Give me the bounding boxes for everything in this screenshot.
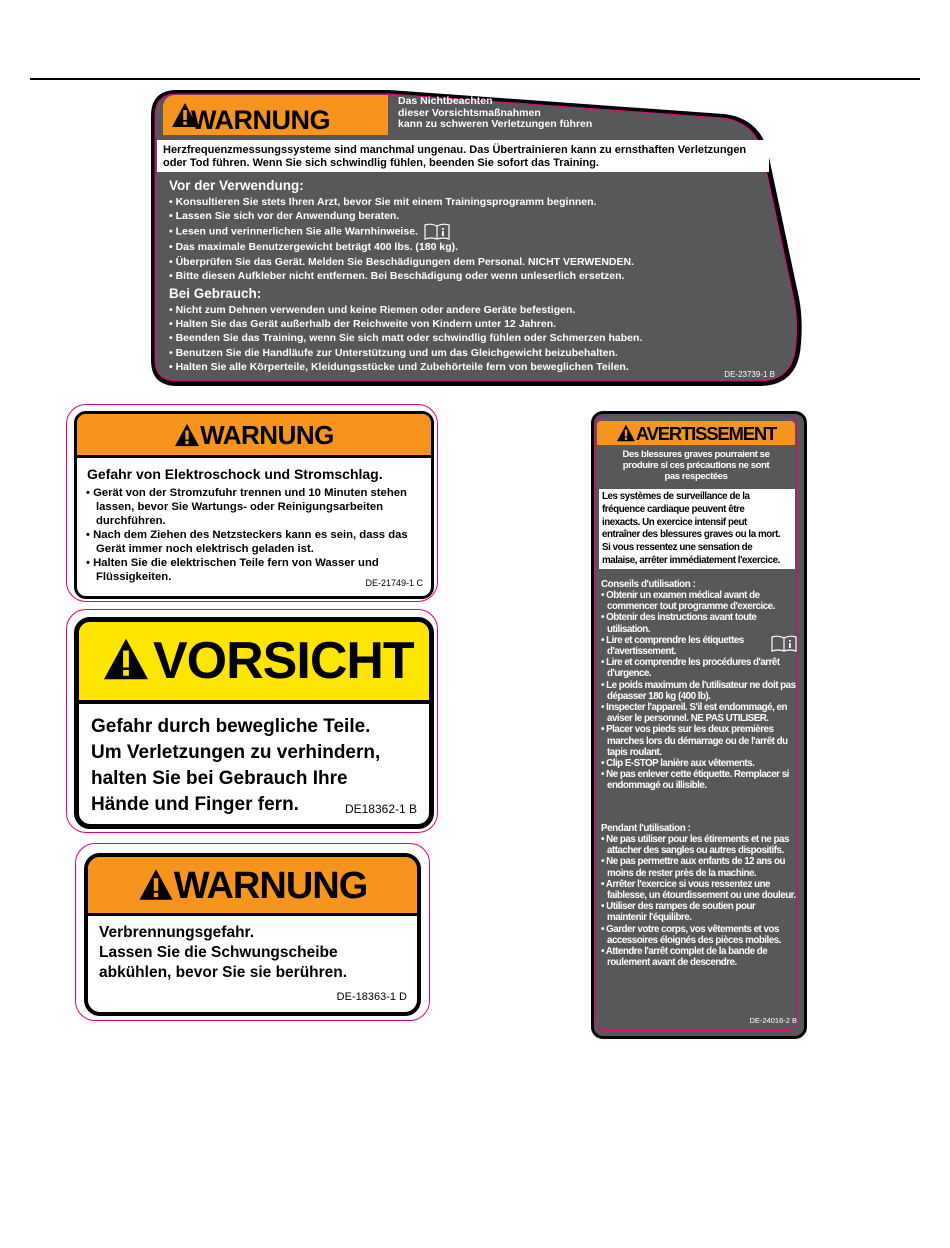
hazard-statement-box: [599, 489, 795, 569]
warning-header: [163, 95, 388, 135]
warning-title: WARNUNG: [200, 420, 334, 450]
label-frame: [74, 411, 434, 599]
label-code: DE-23739-1 B: [724, 370, 775, 379]
hazard-statement-box: [157, 140, 769, 172]
label-frame: [74, 617, 434, 829]
label-frame: [84, 853, 421, 1016]
during-use-list: • Nicht zum Dehnen verwenden und keine Riemen oder andere Geräte befestigen. • Halten Sie das Gerät außerhalb der Reichweite von Kindern unter 12 Jahren. • Beenden Sie das Training, wenn Sie sich matt oder schwindlig fühlen oder Schmerzen haben. • Benutzen Sie die Handläufe zur Unterstützung und um das Gleichgewicht beizubehalten. • Halten Sie alle Körperteile, Kleidungsstücke und Zubehörteile fern von beweglichen Teilen.: [169, 304, 643, 373]
warning-title: AVERTISSEMENT: [635, 423, 777, 444]
warning-triangle-icon: [174, 423, 200, 447]
before-use-heading: Vor der Verwendung:: [169, 178, 304, 193]
hazard-statement: Les systèmes de surveillance de la fréquence cardiaque peuvent être inexacts. Un exercice intensif peut entraîner des blessures graves ou la mort. Si vous ressentez une sensation de malaise, arrêter immédiatement l'exercice.: [602, 491, 781, 566]
during-use-heading: Pendant l'utilisation :: [601, 823, 691, 834]
label-code: DE-24016-2 B: [749, 1016, 797, 1025]
manual-book-icon: [771, 635, 797, 652]
label-code: DE-21749-1 C: [365, 578, 423, 588]
warning-triangle-icon: [138, 868, 174, 901]
hazard-title: Gefahr von Elektroschock und Stromschlag.: [87, 466, 383, 482]
caution-title: VORSICHT: [153, 632, 414, 690]
advice-list: • Obtenir un examen médical avant de commencer tout programme d'exercice. • Obtenir des instructions avant toute utilisation. • Lire et comprendre les étiquettes d'avertissement. • Lire et comprendre les procédures d'arrêt d'urgence. • Le poids maximum de l'utilisateur ne doit pas dépasser 180 kg (400 lb). • Inspecter l'appareil. S'il est endommagé, en aviser le personnel. NE PAS UTILISER. • Placer vos pieds sur les deux premières marches lors du démarrage ou de l'arrêt du tapis roulant. • Clip E-STOP lanière aux vêtements. • Ne pas enlever cette étiquette. Remplacer si endommagé ou illisible.: [601, 590, 796, 792]
warning-header: [597, 421, 795, 445]
caution-label-moving-parts: [66, 609, 438, 833]
avertissement-label: [591, 411, 807, 1039]
before-use-list: • Konsultieren Sie stets Ihren Arzt, bevor Sie mit einem Trainingsprogramm beginnen. • Lassen Sie sich vor der Anwendung beraten. • Lesen und verinnerlichen Sie alle Warnhinweise. • Das maximale Benutzergewicht beträgt 400 lbs. (180 kg). • Überprüfen Sie das Gerät. Melden Sie Beschädigungen dem Personal. NICHT VERWENDEN. • Bitte diesen Aufkleber nicht entfernen. Bei Beschädigung oder wenn unleserlich ersetzen.: [169, 196, 634, 282]
top-rule: [30, 78, 920, 80]
manual-book-icon: [424, 223, 450, 240]
consequence-text: Des blessures graves pourraient se produire si ces précautions ne sont pas respectées: [622, 449, 770, 482]
hazard-statement: Gefahr durch bewegliche Teile. Um Verletzungen zu verhindern, halten Sie bei Gebrauch Ihre Hände und Finger fern.: [91, 716, 381, 815]
warning-header: [88, 857, 417, 916]
warning-label-heart-rate: [149, 88, 803, 390]
hazard-list: • Gerät von der Stromzufuhr trennen und 10 Minuten stehen lassen, bevor Sie Wartungs- oder Reinigungsarbeiten durchführen. • Nach dem Ziehen des Netzsteckers kann es sein, dass das Gerät immer noch elektrisch geladen ist. • Halten Sie die elektrischen Teile fern von Wasser und Flüssigkeiten.: [86, 487, 408, 583]
warning-header: [77, 414, 431, 458]
caution-header: [79, 622, 429, 704]
label-code: DE-18363-1 D: [336, 991, 407, 1003]
consequence-text: Das Nichtbeachten dieser Vorsichtsmaßnahmen kann zu schweren Verletzungen führen: [398, 95, 593, 130]
warning-triangle-icon: [101, 637, 151, 681]
hazard-statement: Herzfrequenzmessungssysteme sind manchmal ungenau. Das Übertrainieren kann zu ernsthaften Verletzungen oder Tod führen. Wenn Sie sich schwindlig fühlen, beenden Sie sofort das Training.: [163, 144, 747, 169]
label-code: DE18362-1 B: [344, 802, 417, 816]
during-use-heading: Bei Gebrauch:: [169, 286, 262, 301]
warning-title: WARNUNG: [173, 865, 368, 907]
advice-heading: Conseils d'utilisation :: [601, 579, 696, 590]
hazard-statement: Verbrennungsgefahr. Lassen Sie die Schwungscheibe abkühlen, bevor Sie sie berühren.: [99, 924, 348, 981]
warning-title: WARNUNG: [191, 105, 330, 135]
warning-label-burn: [75, 843, 430, 1021]
warning-label-electric-shock: [66, 404, 438, 602]
warning-triangle-icon: [616, 424, 636, 442]
during-use-list: • Ne pas utiliser pour les étirements et ne pas attacher des sangles ou autres dispositifs. • Ne pas permettre aux enfants de 12 ans ou moins de rester près de la machine. • Arrêter l'exercice si vous ressentez une faiblesse, un étourdissement ou une douleur. • Utiliser des rampes de soutien pour maintenir l'équilibre. • Garder votre corps, vos vêtements et vos accessoires éloignés des pièces mobiles. • Attendre l'arrêt complet de la bande de roulement avant de descendre.: [601, 834, 796, 969]
